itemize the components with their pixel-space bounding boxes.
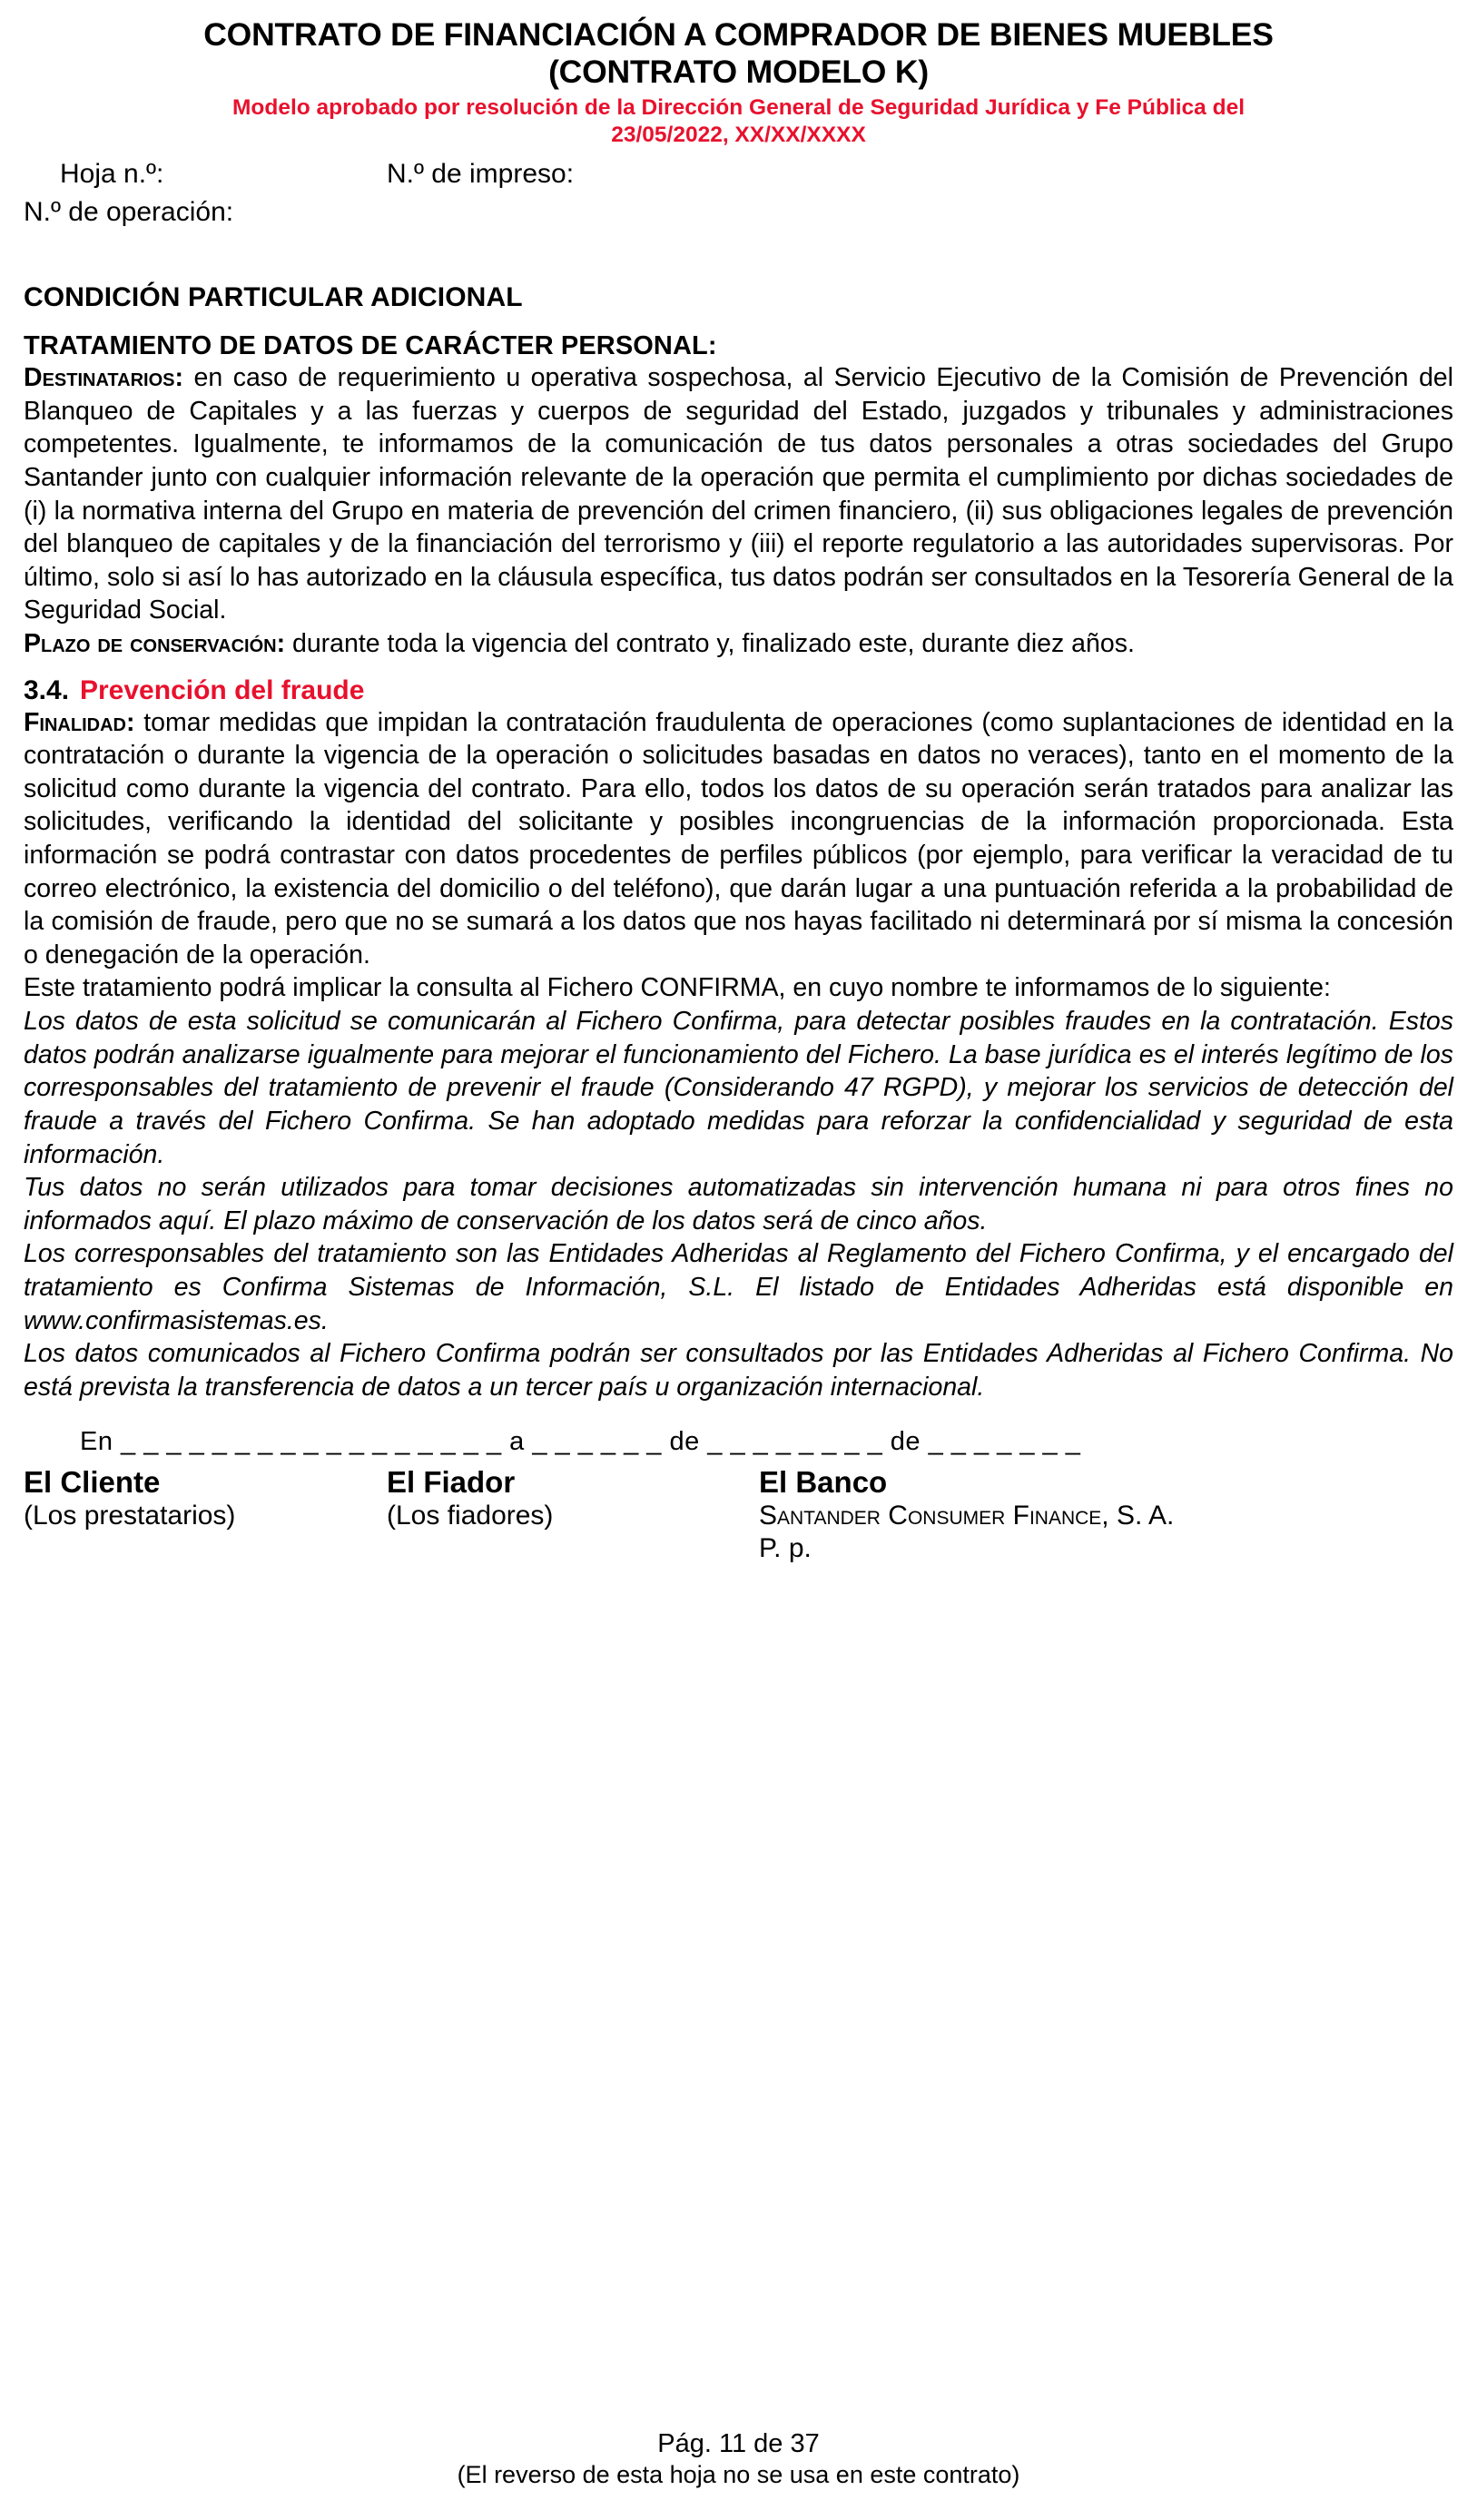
paragraph-confirma-intro: Este tratamiento podrá implicar la consulta al Fichero CONFIRMA, en cuyo nombre te informamos de lo siguiente:: [24, 973, 1331, 1003]
signature-place-date-line: En _ _ _ _ _ _ _ _ _ _ _ _ _ _ _ _ _ a _ _ _ _ _ _ de _ _ _ _ _ _ _ _ de _ _ _ _ _ _ _: [80, 1427, 1081, 1457]
heading-label: Prevención del fraude: [80, 674, 365, 705]
document-title-line2: (CONTRATO MODELO K): [548, 54, 929, 91]
text-finalidad: tomar medidas que impidan la contratación fraudulenta de operaciones (como suplantaciones de identidad en la contratación o durante la vigencia de la operación o solicitudes basadas en datos no veraces), tanto en el momento de la solicitud como durante la vigencia del contrato. Para ello, todos los datos de su operación serán tratados para analizar las solicitudes, verificando la identidad del solicitante y posibles incongruencias de la información proporcionada. Esta información se podrá contrastar con datos procedentes de perfiles públicos (por ejemplo, para verificar la veracidad de tu correo electrónico, la existencia del domicilio o del teléfono), que darán lugar a una puntuación referida a la probabilidad de la comisión de fraude, pero que no se sumará a los datos que nos hayas facilitado ni determinará por sí misma la concesión o denegación de la operación.: [24, 707, 1453, 970]
document-footer: [0, 2429, 1477, 2489]
paragraph-finalidad: [24, 706, 1453, 972]
signature-client-title: El Cliente: [24, 1465, 161, 1500]
field-print-number: N.º de impreso:: [387, 159, 575, 190]
label-finalidad: Finalidad:: [24, 707, 135, 737]
field-sheet-number: Hoja n.º:: [60, 159, 164, 190]
section-title-data-processing: TRATAMIENTO DE DATOS DE CARÁCTER PERSONAL:: [24, 331, 717, 361]
paragraph-confirma-1: Los datos de esta solicitud se comunicarán al Fichero Confirma, para detectar posibles fraudes en la contratación. Estos datos podrán analizarse igualmente para mejorar el funcionamiento del Fichero. La base jurídica es el interés legítimo de los corresponsables del tratamiento de prevenir el fraude (Considerando 47 RGPD), y mejorar los servicios de detección del fraude a través del Fichero Confirma. Se han adoptado medidas para reforzar la confidencialidad y seguridad de esta información.: [24, 1007, 1453, 1169]
signature-bank-entity: Santander Consumer Finance, S. A.: [759, 1501, 1175, 1531]
paragraph-confirma-2: Tus datos no serán utilizados para tomar decisiones automatizadas sin intervención humana ni para otros fines no informados aquí. El plazo máximo de conservación de los datos será de cinco años.: [24, 1173, 1453, 1235]
document-body: [24, 282, 1453, 1403]
signature-guarantor-subtitle: (Los fiadores): [387, 1501, 554, 1531]
signature-block: [24, 1427, 1453, 1564]
paragraph-destinatarios: [24, 361, 1453, 627]
field-operation-number: N.º de operación:: [24, 197, 234, 228]
document-title: [24, 16, 1453, 91]
document-approval-date: 23/05/2022, XX/XX/XXXX: [611, 122, 866, 147]
paragraph-confirma-4: Los datos comunicados al Fichero Confirma podrán ser consultados por las Entidades Adheridas al Fichero Confirma. No está prevista la transferencia de datos a un tercer país u organización internacional.: [24, 1339, 1453, 1402]
label-destinatarios: Destinatarios:: [24, 363, 184, 393]
text-destinatarios: en caso de requerimiento u operativa sospechosa, al Servicio Ejecutivo de la Comisión de Prevención del Blanqueo de Capitales y a las fuerzas y cuerpos de seguridad del Estado, juzgados y tribunales y administraciones competentes. Igualmente, te informamos de la comunicación de tus datos personales a otras sociedades del Grupo Santander junto con cualquier información relevante de la operación que permita el cumplimiento por dichas sociedades de (i) la normativa interna del Grupo en materia de prevención del crimen financiero, (ii) sus obligaciones legales de prevención del blanqueo de capitales y de la financiación del terrorismo y (iii) el reporte regulatorio a las autoridades supervisoras. Por último, solo si así lo has autorizado en la cláusula específica, tus datos podrán ser consultados en la Tesorería General de la Seguridad Social.: [24, 363, 1453, 625]
condition-title: CONDICIÓN PARTICULAR ADICIONAL: [24, 282, 523, 313]
signature-guarantor-title: El Fiador: [387, 1465, 516, 1500]
heading-number: 3.4.: [24, 674, 70, 705]
paragraph-confirma-3: Los corresponsables del tratamiento son las Entidades Adheridas al Reglamento del Fichero Confirma, y el encargado del tratamiento es Confirma Sistemas de Información, S.L. El listado de Entidades Adheridas está disponible en www.confirmasistemas.es.: [24, 1239, 1453, 1335]
document-header: [24, 16, 1453, 235]
label-plazo-conservacion: Plazo de conservación:: [24, 629, 286, 658]
signature-column-guarantor: [387, 1466, 759, 1531]
document-title-line1: CONTRATO DE FINANCIACIÓN A COMPRADOR DE BIENES MUEBLES: [203, 16, 1274, 53]
document-approval-note: Modelo aprobado por resolución de la Dirección General de Seguridad Jurídica y Fe Pública del: [231, 95, 1245, 121]
heading-prevencion-fraude: [24, 675, 1453, 706]
text-plazo-conservacion: durante toda la vigencia del contrato y, finalizado este, durante diez años.: [285, 629, 1135, 658]
signature-column-bank: [759, 1466, 1394, 1564]
signature-column-client: [24, 1466, 387, 1531]
signature-columns: [24, 1466, 1453, 1564]
signature-bank-title: El Banco: [759, 1465, 888, 1500]
paragraph-plazo-conservacion: [24, 627, 1453, 661]
signature-bank-pp: P. p.: [759, 1532, 812, 1563]
footer-note: (El reverso de esta hoja no se usa en este contrato): [457, 2461, 1020, 2488]
page-number: Pág. 11 de 37: [657, 2429, 820, 2458]
header-fields: [24, 157, 1453, 235]
signature-client-subtitle: (Los prestatarios): [24, 1501, 236, 1531]
